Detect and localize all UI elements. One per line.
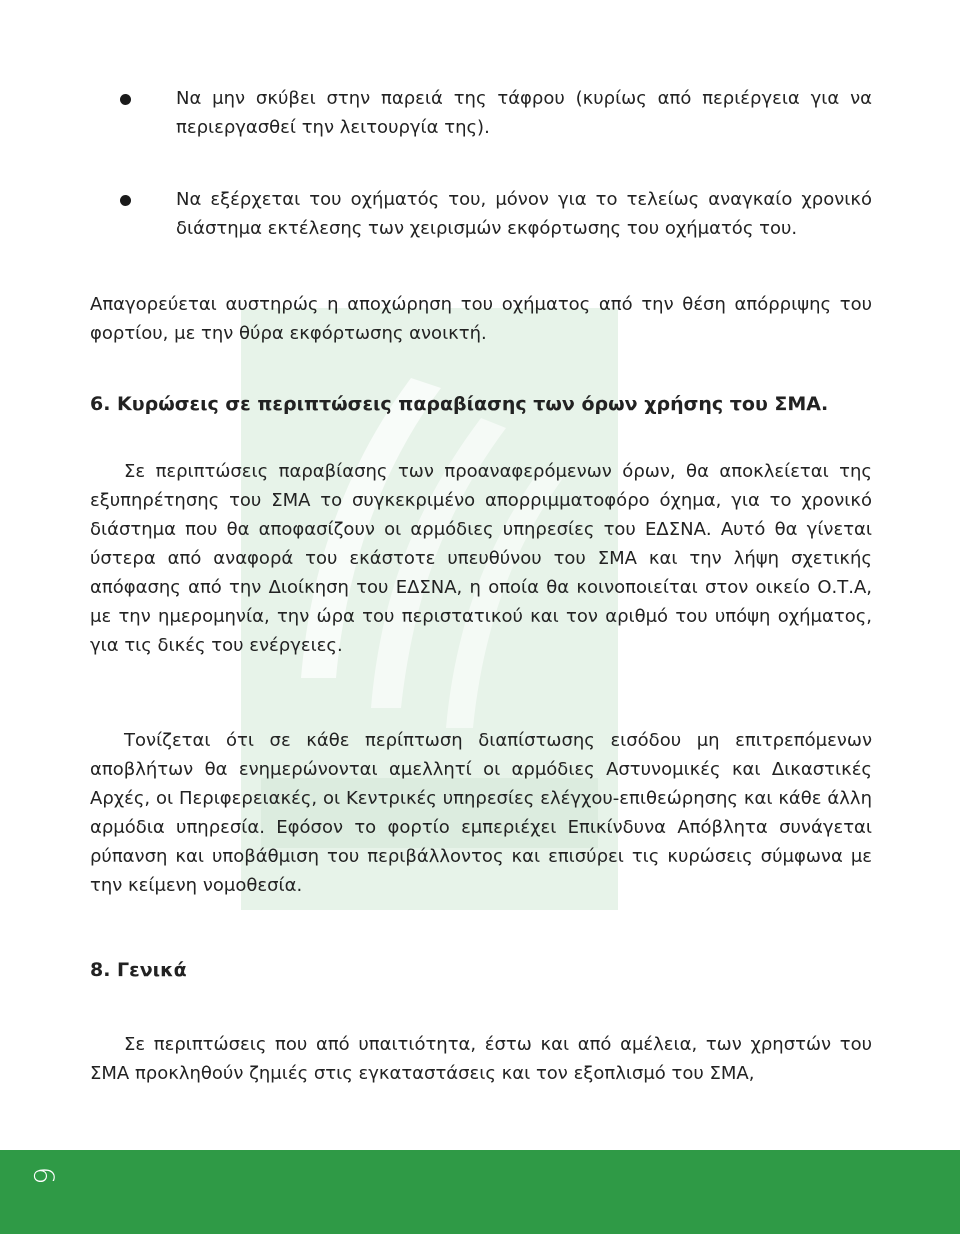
footer-band (0, 1150, 960, 1234)
section-6-heading: 6. Κυρώσεις σε περιπτώσεις παραβίασης των όρων χρήσης του ΣΜΑ. (90, 393, 829, 415)
bullet-dot-icon (120, 195, 131, 206)
paragraph-sanctions: Σε περιπτώσεις παραβίασης των προαναφερόμενων όρων, θα αποκλείεται της εξυπηρέτησης του ΣΜΑ το συγκεκριμένο απορριμματοφόρο όχημα, για το χρονικό διάστημα που θα αποφασίζουν οι αρμόδιες υπηρεσίες του ΕΔΣΝΑ. Αυτό θα γίνεται ύστερα από αναφορά του εκάστοτε υπευθύνου του ΣΜΑ και την λήψη σχετικής απόφασης από την Διοίκηση του ΕΔΣΝΑ, η οποία θα κοινοποιείται στον οικείο Ο.Τ.Α, με την ημερομηνία, την ώρα του περιστατικού και τον αριθμό του υπόψη οχήματος, για τις δικές του ενέργειες. (90, 461, 872, 656)
paragraph-general: Σε περιπτώσεις που από υπαιτιότητα, έστω και από αμέλεια, των χρηστών του ΣΜΑ προκληθούν ζημιές στις εγκαταστάσεις και τον εξοπλισμό του ΣΜΑ, (90, 1034, 872, 1084)
paragraph-prohibition: Απαγορεύεται αυστηρώς η αποχώρηση του οχήματος από την θέση απόρριψης του φορτίου, με την θύρα εκφόρτωσης ανοικτή. (90, 294, 872, 344)
page-number-text: 6 (27, 1166, 61, 1185)
paragraph-authorities: Τονίζεται ότι σε κάθε περίπτωση διαπίστωσης εισόδου μη επιτρεπόμενων αποβλήτων θα ενημερώνονται αμελλητί οι αρμόδιες Αστυνομικές και Δικαστικές Αρχές, οι Περιφερειακές, οι Κεντρικές υπηρεσίες ελέγχου-επιθεώρησης και κάθε άλλη αρμόδια υπηρεσία. Εφόσον το φορτίο εμπεριέχει Επικίνδυνα Απόβλητα συνάγεται ρύπανση και υποβάθμιση του περιβάλλοντος και επισύρει τις κυρώσεις σύμφωνα με την κείμενη νομοθεσία. (90, 730, 872, 896)
bullet-item (90, 185, 872, 243)
bullet-item (90, 84, 872, 142)
bullet-text: Να μην σκύβει στην παρειά της τάφρου (κυρίως από περιέργεια για να περιεργασθεί την λειτουργία της). (176, 88, 872, 138)
section-8-heading: 8. Γενικά (90, 959, 187, 981)
bullet-dot-icon (120, 94, 131, 105)
page-content (90, 84, 872, 1088)
bullet-text: Να εξέρχεται του οχήματός του, μόνον για το τελείως αναγκαίο χρονικό διάστημα εκτέλεσης των χειρισμών εκφόρτωσης του οχήματός του. (176, 189, 872, 239)
